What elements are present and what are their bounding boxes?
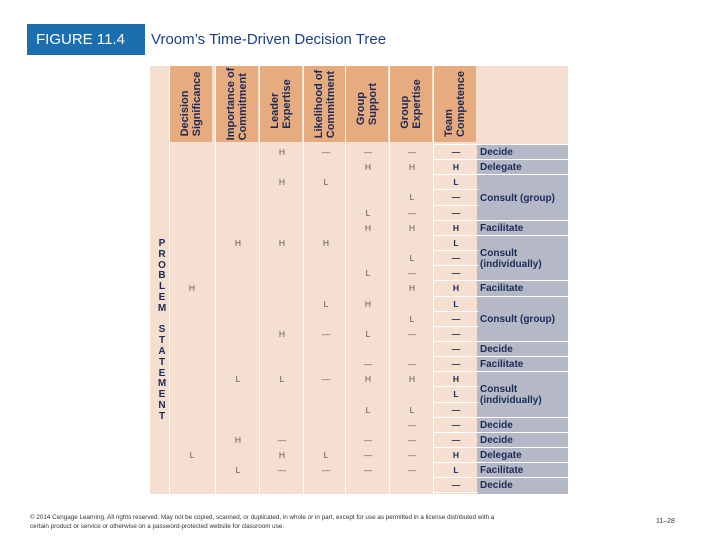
row-divider xyxy=(434,402,478,403)
outcome-divider xyxy=(477,447,568,448)
outcome-label-line: Delegate xyxy=(480,450,522,462)
column-divider xyxy=(169,66,170,494)
row-divider xyxy=(434,371,478,372)
outcome-label-line: Facilitate xyxy=(480,222,524,234)
tree-node-value: L xyxy=(453,465,459,476)
tree-node-value: L xyxy=(323,298,329,309)
tree-node-value: — xyxy=(451,313,461,324)
tree-node-value: L xyxy=(323,450,329,460)
tree-node-value: L xyxy=(365,268,371,279)
problem-statement-letter: S xyxy=(158,324,166,336)
outcome-divider xyxy=(477,144,568,145)
header-label: Group Support xyxy=(355,82,379,126)
header-label: Importance of Commitment xyxy=(225,67,249,141)
outcome-divider xyxy=(477,174,568,175)
tree-node-value: L xyxy=(453,389,459,400)
column-divider xyxy=(259,66,260,494)
tree-node-value: H xyxy=(408,374,416,385)
tree-node-value: — xyxy=(451,343,461,354)
tree-node-value: — xyxy=(451,359,461,370)
row-divider xyxy=(434,205,478,206)
outcome-divider xyxy=(477,356,568,357)
tree-node-value: L xyxy=(409,253,415,264)
tree-node-value: — xyxy=(407,434,417,445)
outcome-label xyxy=(480,344,565,355)
row-divider xyxy=(434,477,478,478)
outcome-divider xyxy=(477,417,568,418)
tree-node-value: — xyxy=(277,434,287,445)
tree-node-value: L xyxy=(453,298,459,309)
tree-node-value: — xyxy=(407,268,417,279)
tree-node-value: — xyxy=(363,450,373,460)
outcome-label-line: Facilitate xyxy=(480,465,524,477)
tree-node-value: — xyxy=(407,328,417,339)
problem-statement-letter: A xyxy=(158,345,166,357)
row-divider xyxy=(434,462,478,463)
outcome-label xyxy=(480,465,565,476)
problem-statement-letter: E xyxy=(158,291,166,303)
row-divider xyxy=(434,235,478,236)
row-divider xyxy=(434,311,478,312)
tree-node-value: L xyxy=(365,328,371,339)
header-label: Group Expertise xyxy=(399,79,423,129)
problem-statement-letter: T xyxy=(158,356,166,368)
outcome-label-line: Decide xyxy=(480,480,513,492)
tree-node-value: H xyxy=(278,237,286,248)
row-divider xyxy=(434,250,478,251)
problem-statement-letter: R xyxy=(158,248,166,260)
row-divider xyxy=(434,356,478,357)
outcome-divider xyxy=(477,432,568,433)
outcome-label-line: Facilitate xyxy=(480,283,524,295)
outcome-column xyxy=(477,145,568,494)
row-divider xyxy=(434,492,478,493)
row-divider xyxy=(434,220,478,221)
tree-node-value: L xyxy=(235,374,241,385)
outcome-label-line: Decide xyxy=(480,434,513,446)
tree-node-value: — xyxy=(321,374,331,385)
tree-node-value: H xyxy=(408,283,416,294)
tree-node-value: — xyxy=(363,147,373,157)
row-divider xyxy=(434,265,478,266)
tree-node-value: — xyxy=(277,465,287,476)
header-label: Leader Expertise xyxy=(269,79,293,129)
tree-node-value: — xyxy=(451,419,461,430)
tree-node-value: L xyxy=(409,404,415,415)
row-divider xyxy=(434,296,478,297)
row-divider xyxy=(434,432,478,433)
column-divider xyxy=(215,66,216,494)
outcome-label xyxy=(480,384,565,406)
tree-node-value: — xyxy=(407,207,417,218)
outcome-divider xyxy=(477,371,568,372)
tree-node-value: L xyxy=(235,465,241,476)
outcome-label-line: Consult xyxy=(480,383,518,395)
outcome-label xyxy=(480,248,565,270)
tree-node-value: L xyxy=(409,192,415,203)
row-divider xyxy=(434,386,478,387)
figure-title: Vroom’s Time-Driven Decision Tree xyxy=(151,31,387,48)
tree-node-value: H xyxy=(278,450,286,460)
outcome-divider xyxy=(477,296,568,297)
row-divider xyxy=(434,326,478,327)
outcome-label-line: Consult (group) xyxy=(480,313,555,325)
outcome-label xyxy=(480,223,565,234)
outcome-label-line: Facilitate xyxy=(480,359,524,371)
tree-node-value: H xyxy=(452,450,460,460)
problem-statement-letter: T xyxy=(158,335,166,347)
column-divider xyxy=(303,66,304,494)
tree-node-value: — xyxy=(321,328,331,339)
header-cell xyxy=(434,66,476,142)
outcome-divider xyxy=(477,477,568,478)
outcome-divider xyxy=(477,341,568,342)
tree-node-value: — xyxy=(451,192,461,203)
tree-node-value: — xyxy=(321,147,331,157)
tree-node-value: H xyxy=(452,222,460,233)
page-number: 11–28 xyxy=(656,518,675,525)
tree-node-value: — xyxy=(451,253,461,264)
tree-node-value: L xyxy=(279,374,285,385)
tree-node-value: — xyxy=(321,465,331,476)
figure-label: FIGURE 11.4 xyxy=(27,24,145,55)
outcome-divider xyxy=(477,159,568,160)
outcome-label xyxy=(480,193,565,204)
tree-node-value: — xyxy=(451,404,461,415)
tree-node-value: — xyxy=(407,450,417,460)
tree-node-value: H xyxy=(234,434,242,445)
outcome-label-line: Delegate xyxy=(480,162,522,174)
tree-node-value: H xyxy=(408,162,416,173)
problem-statement-letter: E xyxy=(158,367,166,379)
tree-node-value: H xyxy=(322,237,330,248)
tree-node-value: H xyxy=(364,298,372,309)
tree-node-value: H xyxy=(278,147,286,157)
tree-node-value: H xyxy=(452,162,460,173)
tree-node-value: L xyxy=(453,177,459,188)
tree-node-value: L xyxy=(365,207,371,218)
header-cell xyxy=(216,66,258,142)
copyright-notice: © 2014 Cengage Learning. All rights reserved. May not be copied, scanned, or duplicated, in whole or in part, except for use as permitted in a license distributed with a certain product or service or otherwise on a password-protected website for classroom use. xyxy=(30,514,495,530)
tree-node-value: H xyxy=(364,374,372,385)
problem-statement-letter: L xyxy=(158,281,166,293)
header-cell xyxy=(170,66,212,142)
outcome-label xyxy=(480,283,565,294)
tree-node-value: H xyxy=(278,177,286,188)
problem-statement-letter: M xyxy=(157,378,167,390)
outcome-label xyxy=(480,480,565,491)
problem-statement-label xyxy=(156,239,168,423)
row-divider xyxy=(434,447,478,448)
outcome-label-line: Consult (group) xyxy=(480,192,555,204)
tree-node-value: — xyxy=(407,419,417,430)
tree-node-value: — xyxy=(363,434,373,445)
tree-node-value: L xyxy=(189,450,195,460)
decision-tree xyxy=(150,66,568,494)
column-divider xyxy=(345,66,346,494)
header-label: Decision Significance xyxy=(179,71,203,137)
outcome-divider xyxy=(477,462,568,463)
problem-statement-letter: M xyxy=(157,302,167,314)
tree-node-value: H xyxy=(452,374,460,385)
problem-statement-letter: O xyxy=(158,259,166,271)
header-cell xyxy=(260,66,302,142)
problem-statement-letter: N xyxy=(158,399,166,411)
problem-statement-letter: T xyxy=(158,410,166,422)
header-label: Likelihood of Commitment xyxy=(313,69,337,139)
tree-node-value: L xyxy=(323,177,329,188)
outcome-label-line: Decide xyxy=(480,419,513,431)
tree-node-value: H xyxy=(452,283,460,294)
problem-statement-letter: P xyxy=(158,238,166,249)
problem-statement-letter: E xyxy=(158,389,166,401)
outcome-label xyxy=(480,359,565,370)
outcome-label xyxy=(480,450,565,461)
tree-node-value: H xyxy=(234,237,242,248)
outcome-label xyxy=(480,435,565,446)
row-divider xyxy=(434,280,478,281)
tree-node-value: — xyxy=(451,328,461,339)
outcome-divider xyxy=(477,280,568,281)
outcome-label xyxy=(480,147,565,158)
header-cell xyxy=(390,66,432,142)
header-cell xyxy=(304,66,346,142)
outcome-label-line: Consult xyxy=(480,247,518,259)
tree-node-value: H xyxy=(188,283,196,294)
outcome-divider xyxy=(477,235,568,236)
problem-statement-letter: B xyxy=(158,270,166,282)
tree-node-value: L xyxy=(365,404,371,415)
tree-node-value: H xyxy=(364,222,372,233)
tree-node-value: — xyxy=(451,434,461,445)
header-label: Team Competence xyxy=(443,70,467,138)
tree-node-value: — xyxy=(451,147,461,157)
tree-node-value: — xyxy=(363,359,373,370)
outcome-divider xyxy=(477,220,568,221)
row-divider xyxy=(434,341,478,342)
outcome-label xyxy=(480,420,565,431)
header-cell xyxy=(346,66,388,142)
outcome-label-line: (individually) xyxy=(480,394,542,406)
tree-node-value: H xyxy=(278,328,286,339)
tree-node-value: — xyxy=(407,147,417,157)
tree-node-value: H xyxy=(364,162,372,173)
tree-node-value: — xyxy=(451,207,461,218)
row-divider xyxy=(434,417,478,418)
tree-node-value: L xyxy=(453,237,459,248)
row-divider xyxy=(434,159,478,160)
outcome-label xyxy=(480,314,565,325)
row-divider xyxy=(434,144,478,145)
column-divider xyxy=(389,66,390,494)
tree-node-value: — xyxy=(407,359,417,370)
outcome-label-line: (individually) xyxy=(480,258,542,270)
outcome-label-line: Decide xyxy=(480,147,513,159)
row-divider xyxy=(434,174,478,175)
tree-node-value: — xyxy=(451,480,461,491)
outcome-label-line: Decide xyxy=(480,344,513,356)
tree-node-value: H xyxy=(408,222,416,233)
row-divider xyxy=(434,189,478,190)
tree-node-value: — xyxy=(363,465,373,476)
tree-node-value: L xyxy=(409,313,415,324)
tree-node-value: — xyxy=(451,268,461,279)
outcome-label xyxy=(480,162,565,173)
tree-node-value: — xyxy=(407,465,417,476)
